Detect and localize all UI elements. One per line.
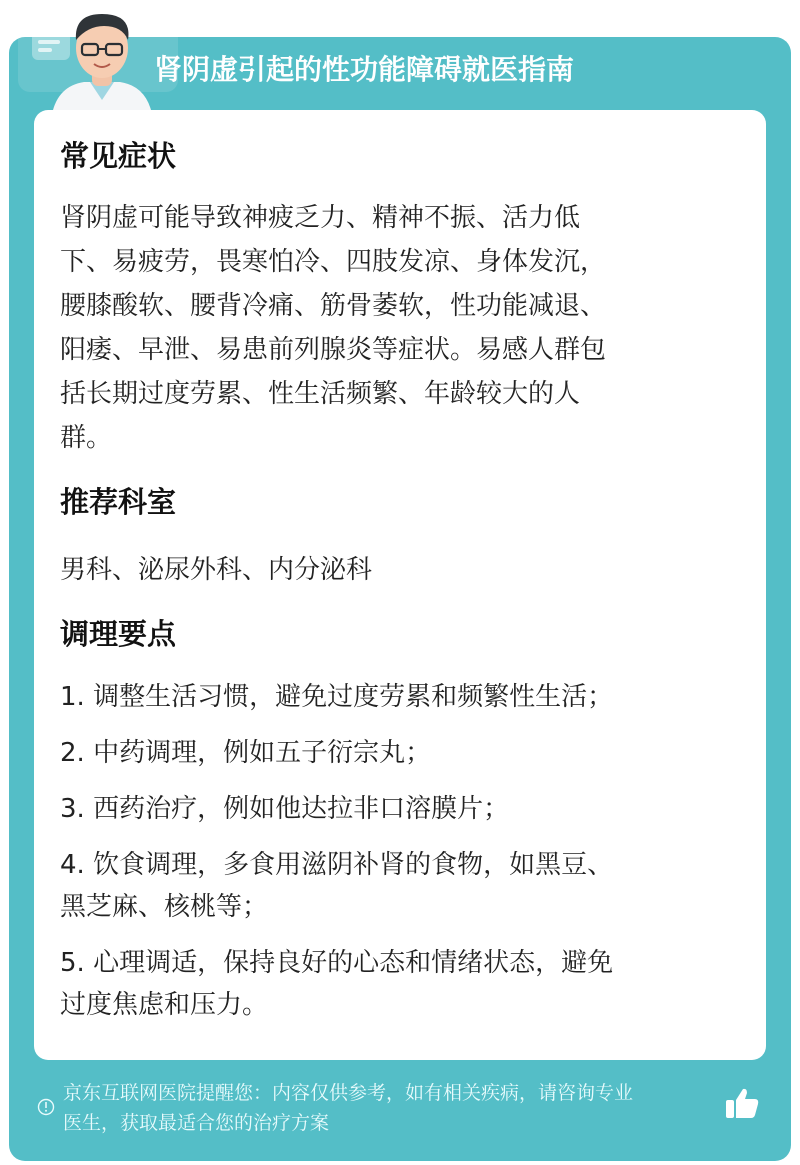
care-item-line: 1. 调整生活习惯，避免过度劳累和频繁性生活； [60, 682, 614, 712]
doctor-avatar-icon [44, 8, 160, 114]
symptoms-line: 肾阴虚可能导致神疲乏力、精神不振、活力低 [60, 203, 581, 233]
care-item [60, 676, 730, 718]
thumbs-up-icon[interactable] [724, 1086, 760, 1120]
care-item [60, 844, 730, 928]
disclaimer-note [63, 1078, 731, 1138]
section-heading-care: 调理要点 [60, 617, 177, 651]
disclaimer-line: 医生，获取最适合您的治疗方案 [63, 1112, 330, 1134]
care-item-line: 5. 心理调适，保持良好的心态和情绪状态，避免 [60, 948, 614, 978]
symptoms-line: 群。 [60, 423, 113, 453]
care-item-line: 2. 中药调理，例如五子衍宗丸； [60, 738, 432, 768]
disclaimer-line: 京东互联网医院提醒您：内容仅供参考，如有相关疾病，请咨询专业 [63, 1082, 634, 1104]
care-item [60, 942, 730, 1026]
care-item [60, 732, 730, 774]
section-heading-departments: 推荐科室 [60, 485, 177, 519]
symptoms-line: 下、易疲劳，畏寒怕冷、四肢发凉、身体发沉， [60, 247, 607, 277]
care-list [60, 676, 730, 1026]
symptoms-line: 括长期过度劳累、性生活频繁、年龄较大的人 [60, 379, 581, 409]
care-item-line: 过度焦虑和压力。 [60, 990, 269, 1020]
care-item-line: 4. 饮食调理，多食用滋阴补肾的食物，如黑豆、 [60, 850, 614, 880]
care-item-line: 黑芝麻、核桃等； [60, 892, 269, 922]
symptoms-line: 阳痿、早泄、易患前列腺炎等症状。易感人群包 [60, 335, 607, 365]
care-item-line: 3. 西药治疗，例如他达拉非口溶膜片； [60, 794, 510, 824]
page-title: 肾阴虚引起的性功能障碍就医指南 [154, 53, 575, 86]
info-icon [37, 1098, 55, 1116]
departments-text: 男科、泌尿外科、内分泌科 [60, 555, 373, 585]
section-heading-symptoms: 常见症状 [60, 139, 177, 173]
content-card [34, 110, 766, 1060]
symptoms-line: 腰膝酸软、腰背冷痛、筋骨萎软，性功能减退、 [60, 291, 607, 321]
symptoms-paragraph [60, 196, 730, 460]
care-item [60, 788, 730, 830]
